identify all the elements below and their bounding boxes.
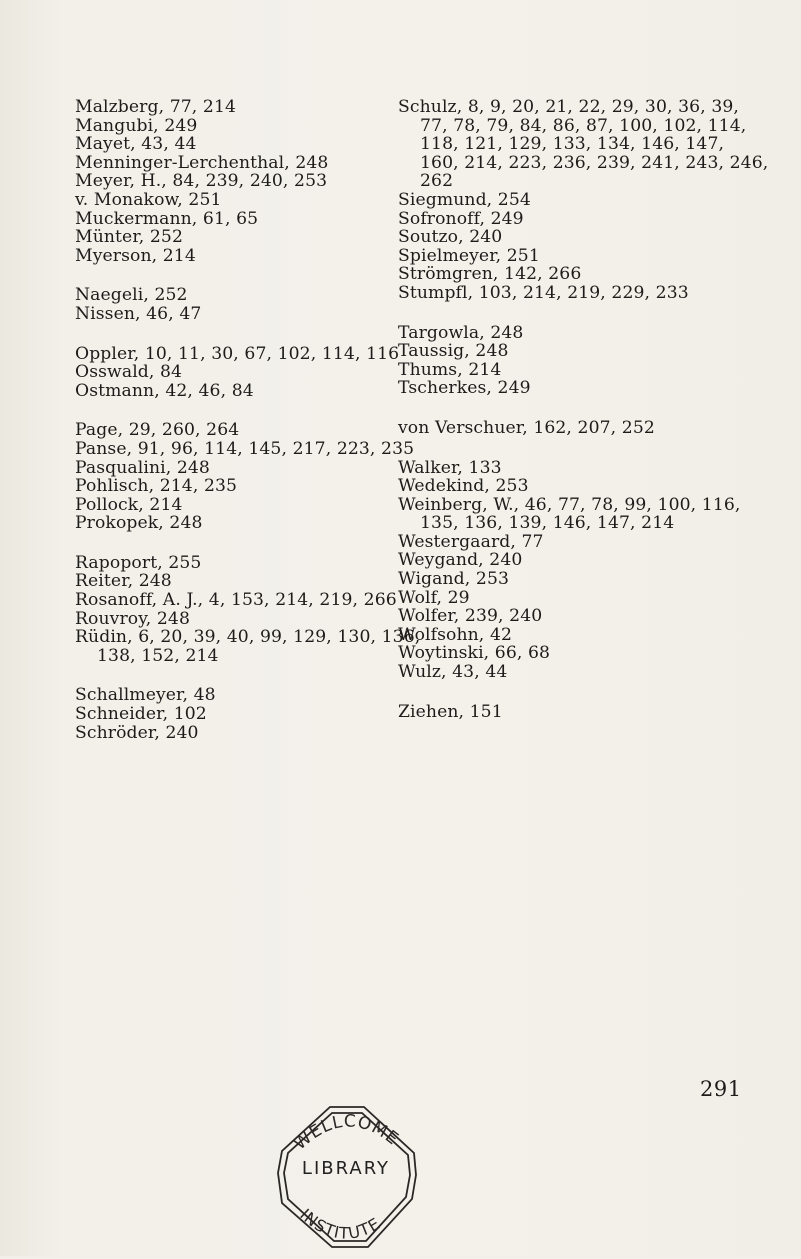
svg-text:WELLCOME: WELLCOME bbox=[290, 1111, 403, 1155]
index-entry: v. Monakow, 251 bbox=[75, 189, 222, 210]
index-entry bbox=[75, 627, 421, 666]
index-group-p bbox=[75, 420, 415, 534]
index-entry: Naegeli, 252 bbox=[75, 285, 188, 306]
index-entry: Soutzo, 240 bbox=[398, 227, 503, 248]
index-entry: Schröder, 240 bbox=[75, 722, 199, 743]
index-entry: Wolf, 29 bbox=[398, 587, 470, 608]
index-group-w bbox=[398, 457, 741, 683]
index-entry-continuation: 77, 78, 79, 84, 86, 87, 100, 102, 114, bbox=[420, 115, 747, 136]
index-entry: Pollock, 214 bbox=[75, 494, 183, 515]
index-entry: Weygand, 240 bbox=[398, 550, 523, 571]
index-entry: Ostmann, 42, 46, 84 bbox=[75, 380, 254, 401]
index-entry: Wulz, 43, 44 bbox=[398, 662, 508, 683]
index-entry: Strömgren, 142, 266 bbox=[398, 264, 582, 285]
index-entry: Woytinski, 66, 68 bbox=[398, 643, 551, 664]
index-entry: Menninger-Lerchenthal, 248 bbox=[75, 152, 329, 173]
index-entry: Meyer, H., 84, 239, 240, 253 bbox=[75, 171, 328, 192]
index-entry: Stumpfl, 103, 214, 219, 229, 233 bbox=[398, 282, 689, 303]
index-entry: Mayet, 43, 44 bbox=[75, 134, 197, 155]
index-group-s bbox=[75, 686, 395, 742]
index-entry: Reiter, 248 bbox=[75, 571, 172, 592]
index-entry: Taussig, 248 bbox=[398, 341, 509, 362]
index-entry-continuation: 118, 121, 129, 133, 134, 146, 147, bbox=[420, 134, 725, 155]
index-entry-line: Weinberg, W., 46, 77, 78, 99, 100, 116, bbox=[398, 494, 741, 515]
index-entry: von Verschuer, 162, 207, 252 bbox=[398, 417, 655, 438]
index-entry-continuation: 262 bbox=[420, 171, 454, 192]
index-entry: Panse, 91, 96, 114, 145, 217, 223, 235 bbox=[75, 438, 415, 459]
index-entry: Pasqualini, 248 bbox=[75, 457, 210, 478]
index-entry: Pohlisch, 214, 235 bbox=[75, 476, 238, 497]
index-entry: Siegmund, 254 bbox=[398, 189, 531, 210]
index-entry: Wigand, 253 bbox=[398, 569, 510, 590]
index-entry: Westergaard, 77 bbox=[398, 531, 544, 552]
index-group-r bbox=[75, 552, 421, 666]
index-entry: Rouvroy, 248 bbox=[75, 608, 190, 629]
index-entry: Sofronoff, 249 bbox=[398, 208, 524, 229]
index-entry: Targowla, 248 bbox=[398, 322, 524, 343]
index-column-left bbox=[75, 97, 421, 763]
index-entry bbox=[398, 97, 769, 192]
library-stamp bbox=[256, 1095, 436, 1255]
index-entry bbox=[398, 494, 741, 534]
index-group-n bbox=[75, 286, 395, 323]
index-entry: Wolfer, 239, 240 bbox=[398, 606, 543, 627]
svg-text:INSTITUTE: INSTITUTE bbox=[296, 1205, 384, 1243]
index-group-z bbox=[398, 703, 718, 722]
index-entry: Nissen, 46, 47 bbox=[75, 303, 202, 324]
index-group-m bbox=[75, 98, 395, 265]
index-group-o bbox=[75, 343, 400, 401]
index-entry: Ziehen, 151 bbox=[398, 701, 503, 722]
index-entry-continuation: 160, 214, 223, 236, 239, 241, 243, 246, bbox=[420, 152, 769, 173]
index-entry: Oppler, 10, 11, 30, 67, 102, 114, 116 bbox=[75, 343, 400, 364]
index-entry: Prokopek, 248 bbox=[75, 513, 203, 534]
index-entry: Osswald, 84 bbox=[75, 362, 183, 383]
library-stamp-label: LIBRARY bbox=[301, 1158, 391, 1179]
index-entry: Myerson, 214 bbox=[75, 245, 196, 266]
index-entry: Page, 29, 260, 264 bbox=[75, 420, 240, 441]
index-entry-continuation: 135, 136, 139, 146, 147, 214 bbox=[420, 513, 675, 534]
index-entry: Muckermann, 61, 65 bbox=[75, 208, 259, 229]
index-entry-line: Rüdin, 6, 20, 39, 40, 99, 129, 130, 136, bbox=[75, 627, 421, 648]
index-entry: Rapoport, 255 bbox=[75, 552, 202, 573]
index-group-t bbox=[398, 324, 718, 398]
index-column-right bbox=[398, 97, 769, 742]
index-group-v bbox=[398, 419, 718, 438]
index-entry: Tscherkes, 249 bbox=[398, 378, 531, 399]
index-entry-continuation: 138, 152, 214 bbox=[97, 645, 219, 666]
index-group-s-cont bbox=[398, 97, 769, 303]
index-entry: Schallmeyer, 48 bbox=[75, 685, 216, 706]
index-entry: Münter, 252 bbox=[75, 227, 183, 248]
index-entry: Schneider, 102 bbox=[75, 704, 207, 725]
index-entry: Wedekind, 253 bbox=[398, 476, 529, 497]
index-entry: Malzberg, 77, 214 bbox=[75, 97, 237, 117]
index-entry: Spielmeyer, 251 bbox=[398, 245, 540, 266]
index-entry: Rosanoff, A. J., 4, 153, 214, 219, 266 bbox=[75, 590, 397, 611]
index-entry: Thums, 214 bbox=[398, 359, 502, 380]
index-entry-line: Schulz, 8, 9, 20, 21, 22, 29, 30, 36, 39, bbox=[398, 97, 739, 117]
page-number: 291 bbox=[700, 1077, 742, 1101]
index-entry: Mangubi, 249 bbox=[75, 115, 198, 136]
index-entry: Walker, 133 bbox=[398, 457, 502, 478]
index-entry: Wolfsohn, 42 bbox=[398, 624, 513, 645]
